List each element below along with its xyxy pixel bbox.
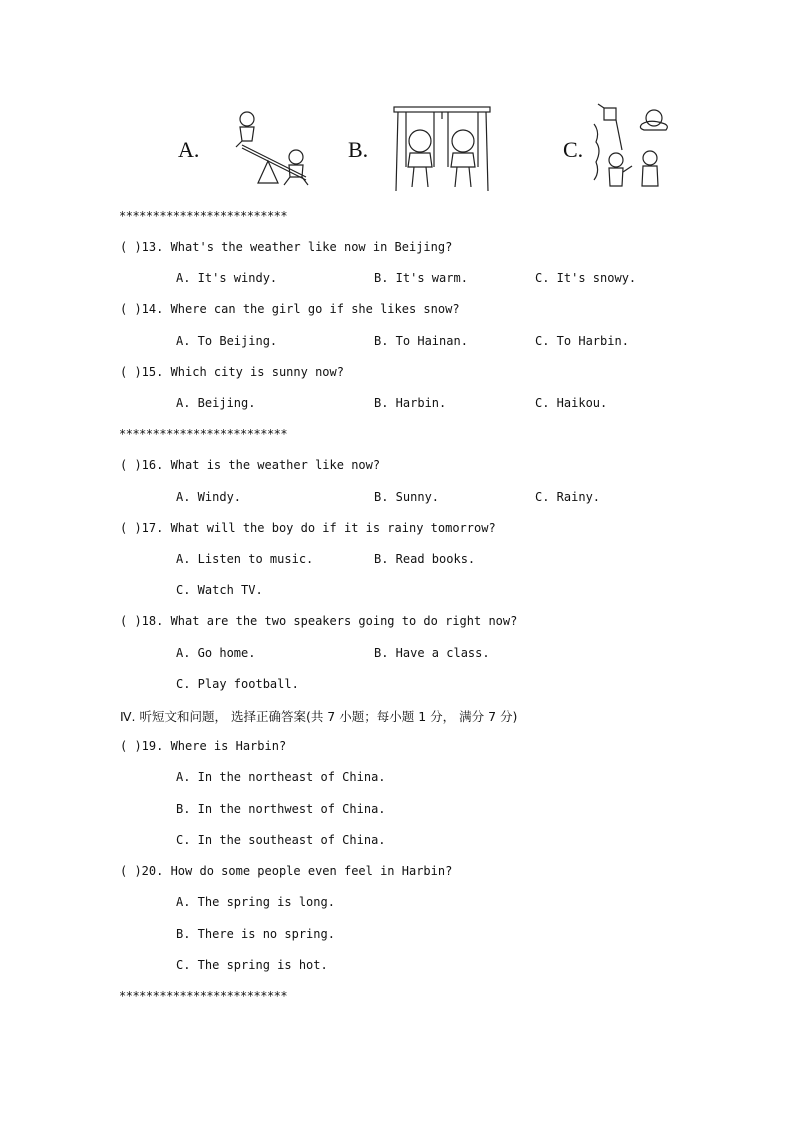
question-19-option-c: C. In the southeast of China.: [176, 833, 386, 847]
question-14-option-a: A. To Beijing.: [176, 334, 278, 348]
question-16-option-b: B. Sunny.: [374, 490, 440, 504]
question-14-option-b: B. To Hainan.: [374, 334, 468, 348]
question-20-option-a: A. The spring is long.: [176, 895, 335, 909]
question-18-option-b: B. Have a class.: [374, 646, 490, 660]
section-4-heading: Ⅳ. 听短文和问题， 选择正确答案(共 7 小题；每小题 1 分， 满分 7 分): [120, 709, 518, 724]
question-15-option-a: A. Beijing.: [176, 396, 256, 410]
question-20-stem: ( )20. How do some people even feel in Harbin?: [120, 864, 453, 878]
question-20-option-b: B. There is no spring.: [176, 927, 335, 941]
question-18-option-a: A. Go home.: [176, 646, 256, 660]
question-15-option-b: B. Harbin.: [374, 396, 447, 410]
option-letter-c: C.: [563, 137, 584, 162]
question-16-option-a: A. Windy.: [176, 490, 242, 504]
question-13-option-c: C. It's snowy.: [535, 271, 637, 285]
question-19-option-a: A. In the northeast of China.: [176, 770, 386, 784]
question-16-option-c: C. Rainy.: [535, 490, 601, 504]
question-14-stem: ( )14. Where can the girl go if she likes snow?: [120, 302, 460, 316]
question-17-option-b: B. Read books.: [374, 552, 476, 566]
question-16-stem: ( )16. What is the weather like now?: [120, 458, 381, 472]
question-14-option-c: C. To Harbin.: [535, 334, 629, 348]
separator: *************************: [119, 989, 288, 1003]
option-letter-a: A.: [178, 137, 200, 162]
kite-picture: [592, 102, 672, 197]
question-19-option-b: B. In the northwest of China.: [176, 802, 386, 816]
question-13-option-a: A. It's windy.: [176, 271, 278, 285]
question-18-stem: ( )18. What are the two speakers going to do right now?: [120, 614, 518, 628]
question-15-stem: ( )15. Which city is sunny now?: [120, 365, 344, 379]
question-13-stem: ( )13. What's the weather like now in Beijing?: [120, 240, 453, 254]
separator: *************************: [119, 427, 288, 441]
question-17-option-c: C. Watch TV.: [176, 583, 263, 597]
question-13-option-b: B. It's warm.: [374, 271, 468, 285]
seesaw-picture: [228, 105, 318, 190]
question-18-option-c: C. Play football.: [176, 677, 299, 691]
option-letter-b: B.: [348, 137, 369, 162]
swing-picture: [392, 105, 492, 193]
question-17-stem: ( )17. What will the boy do if it is rainy tomorrow?: [120, 521, 496, 535]
question-19-stem: ( )19. Where is Harbin?: [120, 739, 287, 753]
question-17-option-a: A. Listen to music.: [176, 552, 314, 566]
question-20-option-c: C. The spring is hot.: [176, 958, 328, 972]
question-15-option-c: C. Haikou.: [535, 396, 608, 410]
separator: *************************: [119, 209, 288, 223]
